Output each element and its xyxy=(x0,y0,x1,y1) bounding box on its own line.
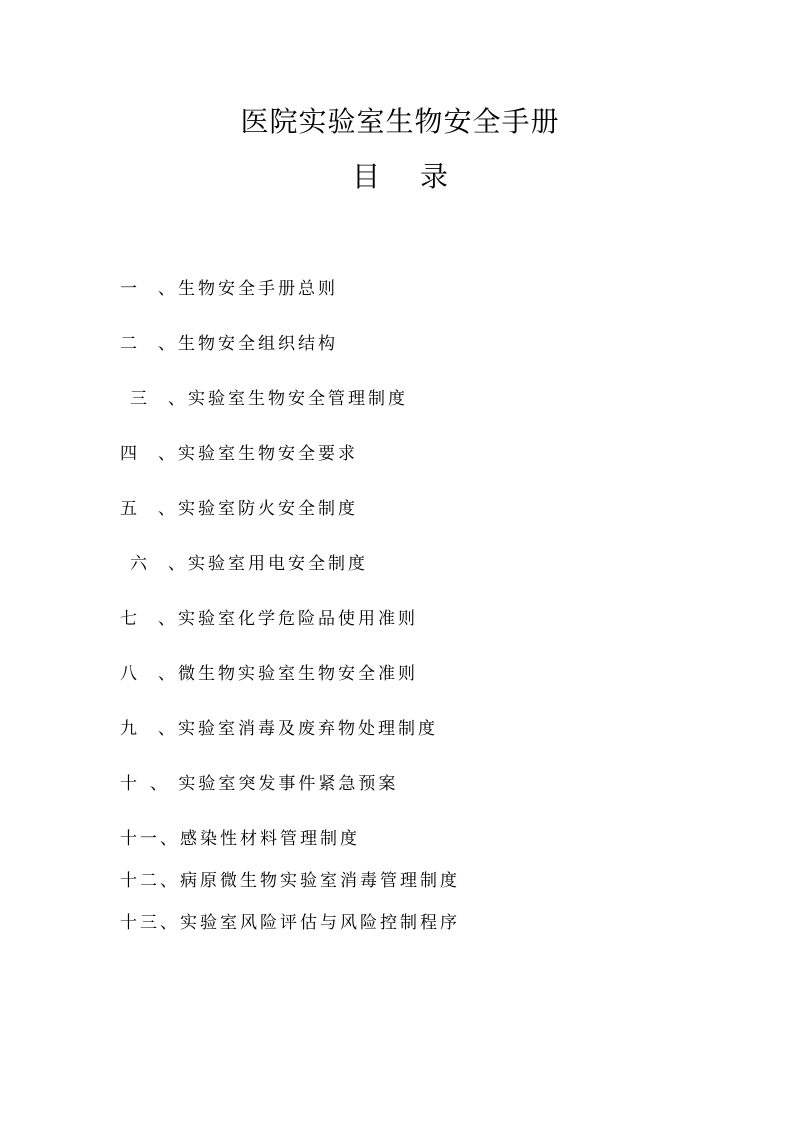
toc-item-6 xyxy=(130,549,368,574)
toc-item-5 xyxy=(120,494,358,519)
toc-item-13 xyxy=(120,908,460,933)
toc-item-text: 、实验室消毒及废弃物处理制度 xyxy=(158,719,438,739)
toc-item-text: 、病原微生物实验室消毒管理制度 xyxy=(160,871,460,891)
toc-item-number: 四 xyxy=(120,444,140,464)
toc-item-text: 、实验室化学危险品使用准则 xyxy=(158,609,418,629)
toc-item-number: 十 xyxy=(120,774,140,794)
toc-item-9 xyxy=(120,714,438,739)
toc-item-text: 、实验室用电安全制度 xyxy=(168,554,368,574)
toc-item-text: 、生物安全组织结构 xyxy=(158,334,338,354)
toc-item-number: 八 xyxy=(120,664,140,684)
toc-item-text: 、感染性材料管理制度 xyxy=(160,829,360,849)
toc-item-11 xyxy=(120,824,360,849)
toc-item-1 xyxy=(120,274,338,299)
toc-item-3 xyxy=(130,384,408,409)
toc-heading-right: 录 xyxy=(420,160,449,193)
toc-item-2 xyxy=(120,329,338,354)
toc-item-7 xyxy=(120,604,418,629)
toc-item-number: 九 xyxy=(120,719,140,739)
toc-item-10 xyxy=(120,769,398,794)
toc-item-text: 、实验室生物安全管理制度 xyxy=(168,389,408,409)
toc-item-text: 、微生物实验室生物安全准则 xyxy=(158,664,418,684)
document-title: 医院实验室生物安全手册 xyxy=(240,105,560,138)
toc-item-number: 二 xyxy=(120,334,140,354)
toc-item-number: 三 xyxy=(130,389,150,409)
toc-item-number: 一 xyxy=(120,279,140,299)
toc-item-number: 五 xyxy=(120,499,140,519)
toc-item-number: 七 xyxy=(120,609,140,629)
toc-item-number: 十三 xyxy=(120,913,160,933)
toc-item-text: 、实验室防火安全制度 xyxy=(158,499,358,519)
toc-item-number: 十一 xyxy=(120,829,160,849)
toc-item-number: 十二 xyxy=(120,871,160,891)
toc-item-number: 六 xyxy=(130,554,150,574)
toc-item-text: 、实验室风险评估与风险控制程序 xyxy=(160,913,460,933)
toc-item-12 xyxy=(120,866,460,891)
toc-item-text: 、实验室生物安全要求 xyxy=(158,444,358,464)
toc-item-4 xyxy=(120,439,358,464)
toc-item-8 xyxy=(120,659,418,684)
toc-heading-left: 目 xyxy=(351,160,380,193)
toc-item-text: 、生物安全手册总则 xyxy=(158,279,338,299)
toc-item-text: 、 实验室突发事件紧急预案 xyxy=(150,774,399,794)
